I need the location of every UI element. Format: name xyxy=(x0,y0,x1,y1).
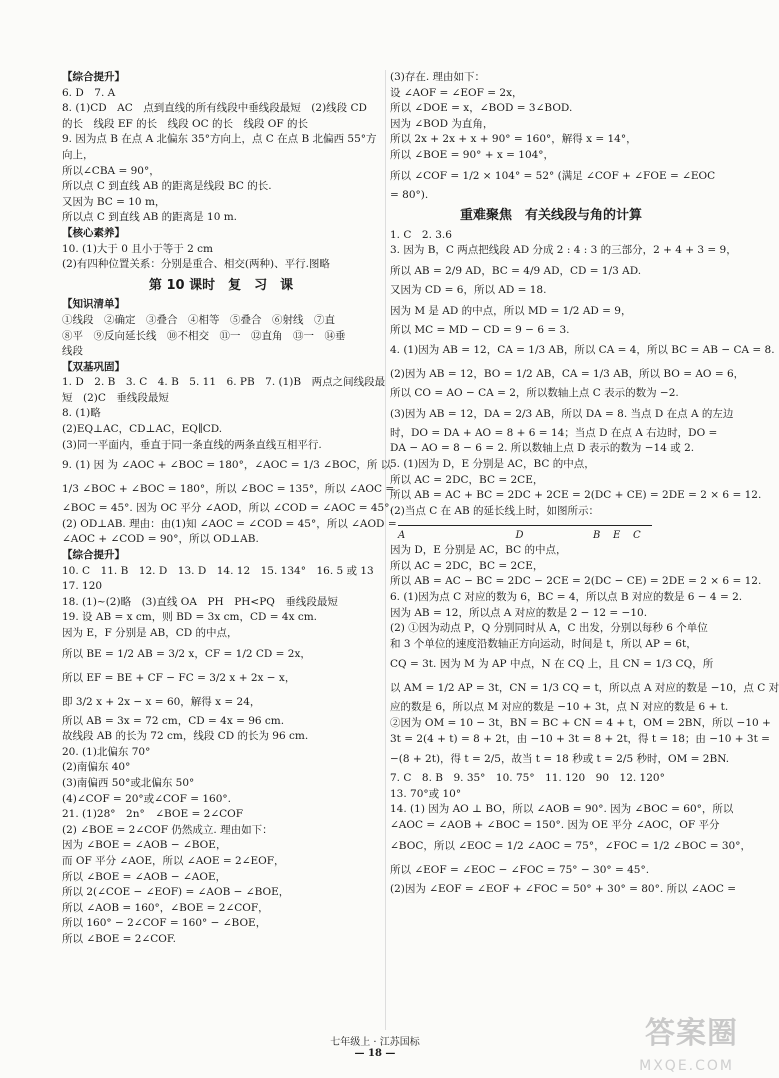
text-line: 所以 CO = AO − CA = 2，所以数轴上点 C 表示的数为 −2. xyxy=(390,387,679,400)
text-line: 6. D 7. A xyxy=(62,86,116,99)
text-line: 所以 BE = 1/2 AB = 3/2 x，CF = 1/2 CD = 2x， xyxy=(62,647,311,660)
text-line: 20. (1)北偏东 70° xyxy=(62,745,151,758)
text-line: 应的数是 6，所以点 M 对应的数是 −10 + 3t，点 N 对应的数是 6 + t. xyxy=(390,701,729,714)
text-line: 所以点 C 到直线 AB 的距离是线段 BC 的长. xyxy=(62,180,272,193)
text-line: = 80°). xyxy=(390,188,429,201)
text-line: 所以点 C 到直线 AB 的距离是 10 m. xyxy=(62,211,238,224)
text-line: 所以 AC = 2DC，BC = 2CE， xyxy=(390,559,544,572)
text-line: 所以 AB = AC + BC = 2DC + 2CE = 2(DC + CE) = 2DE = 2 × 6 = 12. xyxy=(390,489,762,502)
text-line: 所以 AB = 2/9 AD，BC = 4/9 AD，CD = 1/3 AD. xyxy=(390,264,642,277)
text-line: 因为 D，E 分别是 AC，BC 的中点， xyxy=(390,544,567,557)
text-line: 因为 AB = 12，所以点 A 对应的数是 2 − 12 = −10. xyxy=(390,606,648,619)
text-line: 3t = 2(4 + t) = 8 + 2t，由 −10 + 3t = 8 + 2t，得 t = 18；由 −10 + 3t = xyxy=(390,732,770,745)
chapter-heading: 第 10 课时 复 习 课 xyxy=(148,277,294,293)
text-line: 10. (1)大于 0 且小于等于 2 cm xyxy=(62,242,213,255)
page-number: — 18 — xyxy=(354,1048,396,1059)
text-line: 以 AM = 1/2 AP = 3t，CN = 1/3 CQ = t，所以点 A 对应的数是 −10，点 C 对 xyxy=(390,682,779,695)
text-line: 因为 M 是 AD 的中点，所以 MD = 1/2 AD = 9， xyxy=(390,304,632,317)
text-line: (2) OD⊥AB. 理由：由(1)知 ∠AOC = ∠COD = 45°，所以 ∠AOD = xyxy=(62,517,397,530)
text-line: 所以 ∠AOB = 160°，∠BOE = 2∠COF， xyxy=(62,901,269,914)
text-line: (2)因为 ∠EOF = ∠EOF + ∠FOC = 50° + 30° = 80°. 所以 ∠AOC = xyxy=(390,882,737,895)
chapter-heading: 重难聚焦 有关线段与角的计算 xyxy=(459,208,642,224)
section-heading: 【核心素养】 xyxy=(62,226,125,239)
text-line: (2) ∠BOE = 2∠COF 仍然成立. 理由如下： xyxy=(62,823,273,836)
text-line: (3)存在. 理由如下： xyxy=(390,71,486,83)
text-line: 因为 ∠BOE = ∠AOB − ∠BOE， xyxy=(62,839,227,852)
watermark-url: MXQE.COM xyxy=(639,1058,734,1074)
text-line: 1. C 2. 3.6 xyxy=(390,228,452,241)
text-line: 所以 2(∠COE − ∠EOF) = ∠AOB − ∠BOE， xyxy=(62,886,290,899)
section-heading: 【综合提升】 xyxy=(62,71,125,83)
text-line: 线段 xyxy=(62,345,83,358)
text-line: (3)南偏西 50°或北偏东 50° xyxy=(62,776,195,789)
text-line: 和 3 个单位的速度沿数轴正方向运动，时间是 t，所以 AP = 6t， xyxy=(390,637,697,650)
text-line: 7. C 8. B 9. 35° 10. 75° 11. 120 90 12. 120° xyxy=(390,772,665,785)
diagram-point-label: D xyxy=(515,530,524,542)
text-line: DA − AO = 8 − 6 = 2. 所以数轴上点 D 表示的数为 −14 或 2. xyxy=(390,442,695,455)
text-line: 8. (1)CD AC 点到直线的所有线段中垂线段最短 (2)线段 CD xyxy=(62,102,367,115)
text-line: 17. 120 xyxy=(62,580,103,593)
text-line: 19. 设 AB = x cm，则 BD = 3x cm，CD = 4x cm. xyxy=(62,611,318,624)
text-line: 所以 AC = 2DC，BC = 2CE， xyxy=(390,473,544,486)
text-line: 所以∠CBA = 90°， xyxy=(62,164,160,177)
section-heading: 【双基巩固】 xyxy=(62,360,125,373)
text-line: 短 (2)C 垂线段最短 xyxy=(62,391,169,404)
diagram-point-label: E xyxy=(613,530,621,542)
text-line: 5. (1)因为 D，E 分别是 AC，BC 的中点， xyxy=(390,457,595,470)
text-line: −(8 + 2t)，得 t = 2/5，故当 t = 18 秒或 t = 2/5 秒时，OM = 2BN. xyxy=(390,753,730,766)
text-line: 所以 ∠DOE = x，∠BOD = 3∠BOD. xyxy=(390,102,573,115)
text-line: 所以 2x + 2x + x + 90° = 160°，解得 x = 14°， xyxy=(390,133,637,146)
diagram-point-label: B xyxy=(593,530,601,542)
text-line: 所以 AB = AC − BC = 2DC − 2CE = 2(DC − CE) = 2DE = 2 × 6 = 12. xyxy=(390,575,762,588)
text-line: 4. (1)因为 AB = 12，CA = 1/3 AB，所以 CA = 4，所以 BC = AB − CA = 8. xyxy=(390,344,775,357)
text-line: 设 ∠AOF = ∠EOF = 2x， xyxy=(390,86,523,99)
text-line: 又因为 CD = 6，所以 AD = 18. xyxy=(390,283,547,296)
text-line: 因为 ∠BOD 为直角， xyxy=(390,117,494,130)
text-line: 8. (1)略 xyxy=(62,407,101,420)
text-line: 18. (1)~(2)略 (3)直线 OA PH PH<PQ 垂线段最短 xyxy=(62,595,338,608)
diagram-point-label: A xyxy=(398,530,406,542)
text-line: 即 3/2 x + 2x − x = 60，解得 x = 24， xyxy=(62,695,261,708)
text-line: (3)因为 AB = 12，DA = 2/3 AB，所以 DA = 8. 当点 D 在点 A 的左边 xyxy=(390,407,734,420)
text-line: 所以 AB = 3x = 72 cm，CD = 4x = 96 cm. xyxy=(62,714,285,727)
text-line: 向上， xyxy=(62,148,94,161)
text-line: ⑧平 ⑨反向延长线 ⑩不相交 ⑪一 ⑫直角 ⑬一 ⑭垂 xyxy=(62,329,346,342)
text-line: 所以 ∠EOF = ∠EOC − ∠FOC = 75° − 30° = 45°. xyxy=(390,863,650,876)
text-line: 又因为 BC = 10 m， xyxy=(62,195,166,208)
text-line: ①线段 ②确定 ③叠合 ④相等 ⑤叠合 ⑥射线 ⑦直 xyxy=(62,313,335,326)
left-column xyxy=(62,70,397,948)
text-line: (2)因为 AB = 12，BO = 1/2 AB，CA = 1/3 AB，所以 BO = AO = 6， xyxy=(390,368,745,381)
right-column xyxy=(390,70,779,897)
text-line: (2) ①因为动点 P，Q 分别同时从 A，C 出发，分别以每秒 6 个单位 xyxy=(390,622,708,635)
text-line: 故线段 AB 的长为 72 cm，线段 CD 的长为 96 cm. xyxy=(62,730,309,743)
text-line: ②因为 OM = 10 − 3t，BN = BC + CN = 4 + t，OM = 2BN，所以 −10 + xyxy=(390,717,771,730)
section-heading: 【知识清单】 xyxy=(62,298,125,311)
text-line: 时，DO = DA + AO = 8 + 6 = 14；当点 D 在点 A 右边时，DO = xyxy=(390,426,718,439)
text-line: ∠BOC，所以 ∠EOC = 1/2 ∠AOC = 75°，∠FOC = 1/2 ∠BOC = 30°， xyxy=(390,839,751,852)
text-line: CQ = 3t. 因为 M 为 AP 中点，N 在 CQ 上，且 CN = 1/3 CQ，所 xyxy=(390,658,714,671)
text-line: 而 OF 平分 ∠AOE，所以 ∠AOE = 2∠EOF， xyxy=(62,854,285,867)
text-line: 9. (1) 因 为 ∠AOC + ∠BOC = 180°，∠AOC = 1/3 ∠BOC，所 以 xyxy=(62,459,392,472)
text-line: ∠AOC = ∠AOB + ∠BOC = 150°. 因为 OE 平分 ∠AOC，OF 平分 xyxy=(390,819,720,831)
text-line: ∠BOC = 45°. 因为 OC 平分 ∠AOD，所以 ∠COD = ∠AOC = 45°. xyxy=(62,502,393,515)
text-line: 14. (1) 因为 AO ⊥ BO，所以 ∠AOB = 90°. 因为 ∠BOC = 60°，所以 xyxy=(390,803,734,816)
watermark-logo: 答案圈 xyxy=(645,1016,738,1051)
text-line: 1. D 2. B 3. C 4. B 5. 11 6. PB 7. (1)B 两点之间线段最 xyxy=(62,376,386,389)
text-line: 的长 线段 EF 的长 线段 OC 的长 线段 OF 的长 xyxy=(62,117,309,130)
text-line: (2)南偏东 40° xyxy=(62,761,131,774)
text-line: 所以 MC = MD − CD = 9 − 6 = 3. xyxy=(390,323,570,336)
text-line: 所以 160° − 2∠COF = 160° − ∠BOE， xyxy=(62,917,267,930)
text-line: 所以 ∠COF = 1/2 × 104° = 52° (满足 ∠COF + ∠FOE = ∠EOC xyxy=(390,169,716,182)
text-line: (2)有四种位置关系：分别是重合、相交(两种)、平行.图略 xyxy=(62,258,330,271)
text-line: 所以 ∠BOE = ∠AOB − ∠AOE， xyxy=(62,870,227,883)
number-line-diagram xyxy=(390,519,712,541)
diagram-line xyxy=(398,525,652,526)
text-line: 21. (1)28° 2n° ∠BOE = 2∠COF xyxy=(62,808,244,821)
text-line: 所以 ∠BOE = 2∠COF. xyxy=(62,932,176,945)
text-line: (2)当点 C 在 AB 的延长线上时，如图所示： xyxy=(390,504,600,517)
text-line: 1/3 ∠BOC + ∠BOC = 180°，所以 ∠BOC = 135°，所以 ∠AOC = xyxy=(62,483,395,496)
text-line: 10. C 11. B 12. D 13. D 14. 12 15. 134° 16. 5 或 13 xyxy=(62,564,374,577)
column-divider xyxy=(385,70,386,1030)
text-line: 6. (1)因为点 C 对应的数为 6，BC = 4，所以点 B 对应的数是 6 − 4 = 2. xyxy=(390,591,743,604)
text-line: 13. 70°或 10° xyxy=(390,787,462,800)
text-line: 所以 ∠BOE = 90° + x = 104°， xyxy=(390,148,555,161)
text-line: (4)∠COF = 20°或∠COF = 160°. xyxy=(62,792,232,805)
diagram-point-label: C xyxy=(633,530,641,542)
text-line: 因为 E，F 分别是 AB，CD 的中点， xyxy=(62,627,238,639)
text-line: 所以 EF = BE + CF − FC = 3/2 x + 2x − x， xyxy=(62,671,296,684)
text-line: 3. 因为 B，C 两点把线段 AD 分成 2 : 4 : 3 的三部分，2 + 4 + 3 = 9， xyxy=(390,244,737,257)
section-heading: 【综合提升】 xyxy=(62,549,125,562)
text-line: (3)同一平面内，垂直于同一条直线的两条直线互相平行. xyxy=(62,438,322,451)
text-line: 9. 因为点 B 在点 A 北偏东 35°方向上，点 C 在点 B 北偏西 55°方 xyxy=(62,133,377,146)
text-line: (2)EQ⊥AC，CD⊥AC，EQ∥CD. xyxy=(62,423,223,436)
text-line: ∠AOC + ∠COD = 90°，所以 OD⊥AB. xyxy=(62,533,259,546)
footer-subtitle: 七年级上 · 江苏国标 xyxy=(330,1037,420,1048)
